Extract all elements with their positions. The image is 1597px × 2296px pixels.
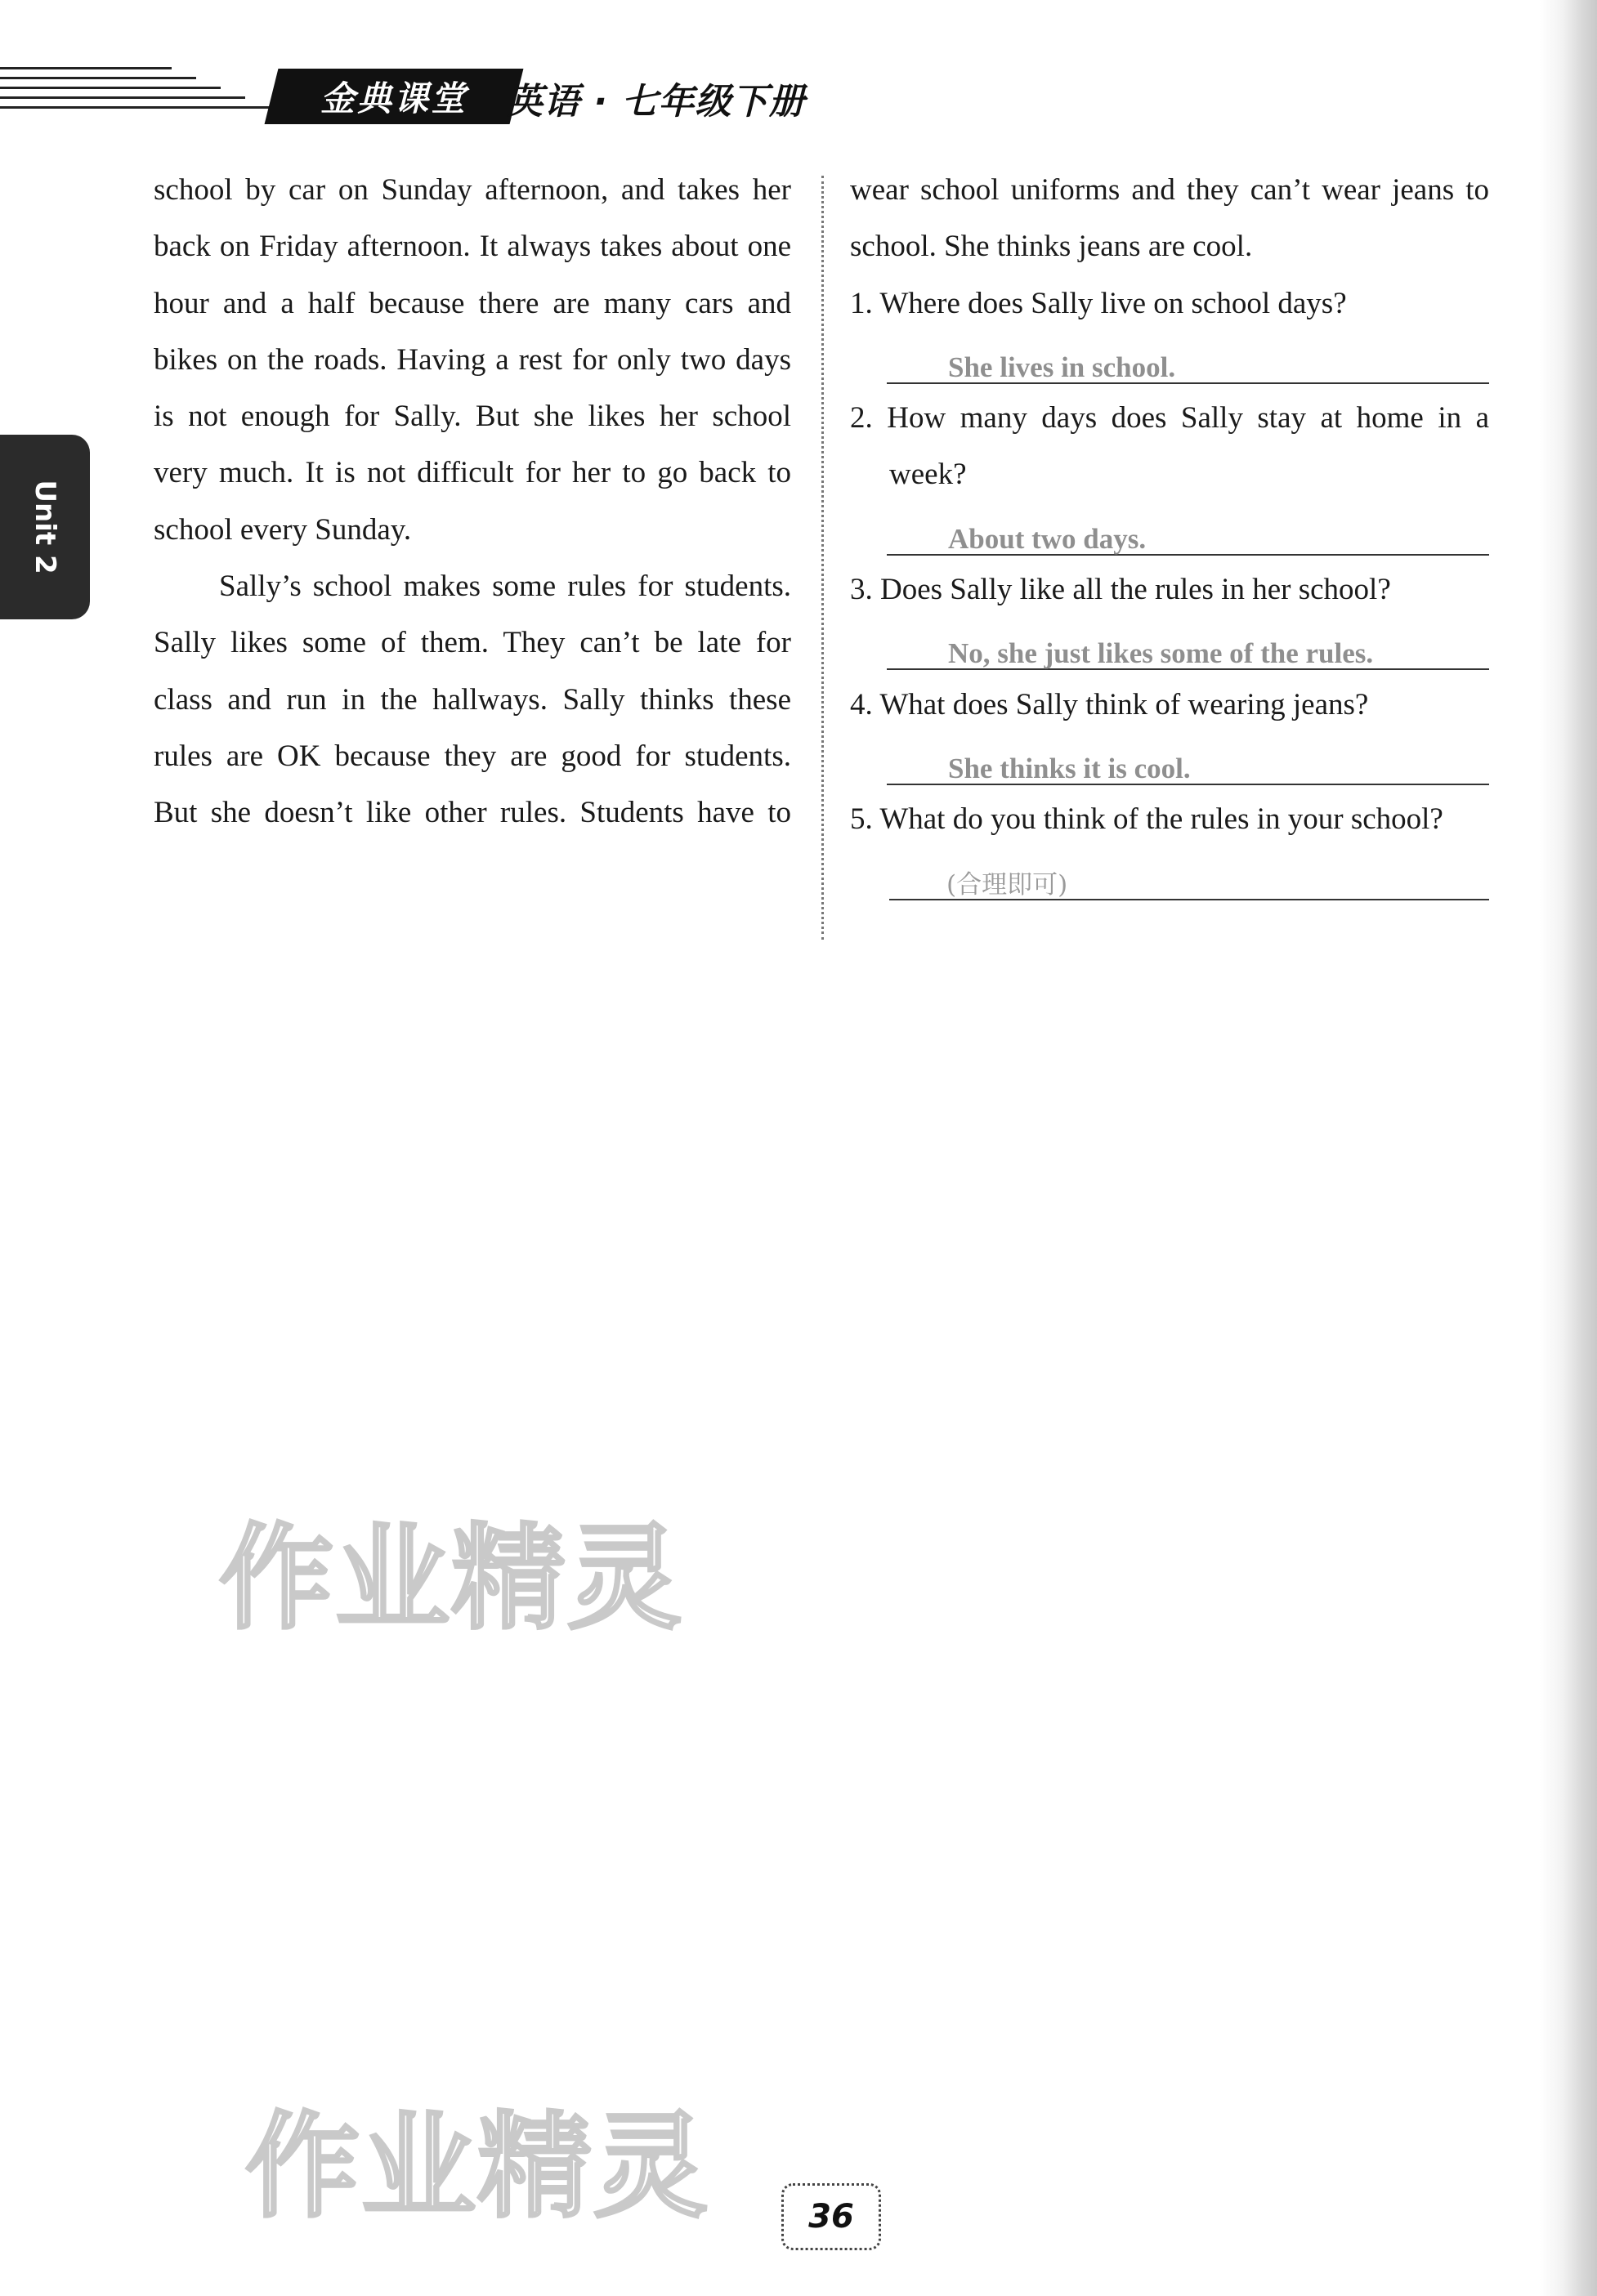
header-decorative-lines <box>0 67 278 116</box>
questions-column <box>850 162 1489 906</box>
answer-line[interactable] <box>887 503 1489 556</box>
answer-line[interactable] <box>887 618 1489 670</box>
question-3 <box>850 561 1489 670</box>
answer-text: About two days. <box>948 522 1147 555</box>
header-brand-badge <box>265 69 524 124</box>
question-2 <box>850 390 1489 556</box>
answer-text: No, she just likes some of the rules. <box>948 637 1374 670</box>
passage-paragraph-2: Sally’s school makes some rules for students. Sally likes some of them. They can’t be late for class and run in the hallways. Sally thinks these rules are OK because they are good for students. But she doesn’t like other rules. Students have to <box>154 570 791 830</box>
header-subject: 英语 · 七年级下册 <box>507 81 806 123</box>
question-text: 3. Does Sally like all the rules in her school? <box>850 573 1391 607</box>
answer-line[interactable] <box>887 733 1489 785</box>
page-edge-shadow <box>1540 0 1597 2296</box>
question-text: 4. What does Sally think of wearing jeans? <box>850 687 1369 721</box>
watermark: 作业精灵 <box>219 1512 684 1646</box>
unit-side-tab-label: Unit 2 <box>29 480 61 574</box>
page-number: 36 <box>781 2183 881 2250</box>
unit-side-tab <box>0 435 90 619</box>
question-text: 1. Where does Sally live on school days? <box>850 286 1347 320</box>
question-text: 2. How many days does Sally stay at home in a week? <box>850 401 1489 492</box>
reading-passage <box>154 162 791 842</box>
answer-text: (合理即可) <box>946 869 1068 900</box>
question-4 <box>850 677 1489 785</box>
question-1 <box>850 275 1489 384</box>
watermark: 作业精灵 <box>245 2101 710 2234</box>
passage-paragraph-3: wear school uniforms and they can’t wear jeans to school. She thinks jeans are cool. <box>850 173 1489 264</box>
header-brand: 金典课堂 <box>320 78 467 118</box>
answer-line[interactable] <box>887 332 1489 384</box>
answer-line[interactable] <box>889 848 1489 900</box>
question-5 <box>850 791 1489 900</box>
answer-text: She lives in school. <box>948 351 1176 383</box>
column-divider <box>821 176 824 940</box>
question-text: 5. What do you think of the rules in your school? <box>850 802 1443 837</box>
passage-paragraph-1: school by car on Sunday afternoon, and takes her back on Friday afternoon. It always takes about one hour and a half because there are many cars and bikes on the roads. Having a rest for only two days is not enough for Sally. But she likes her school very much. It is not difficult for her to go back to school every Sunday. <box>154 173 791 547</box>
answer-text: She thinks it is cool. <box>948 752 1191 784</box>
